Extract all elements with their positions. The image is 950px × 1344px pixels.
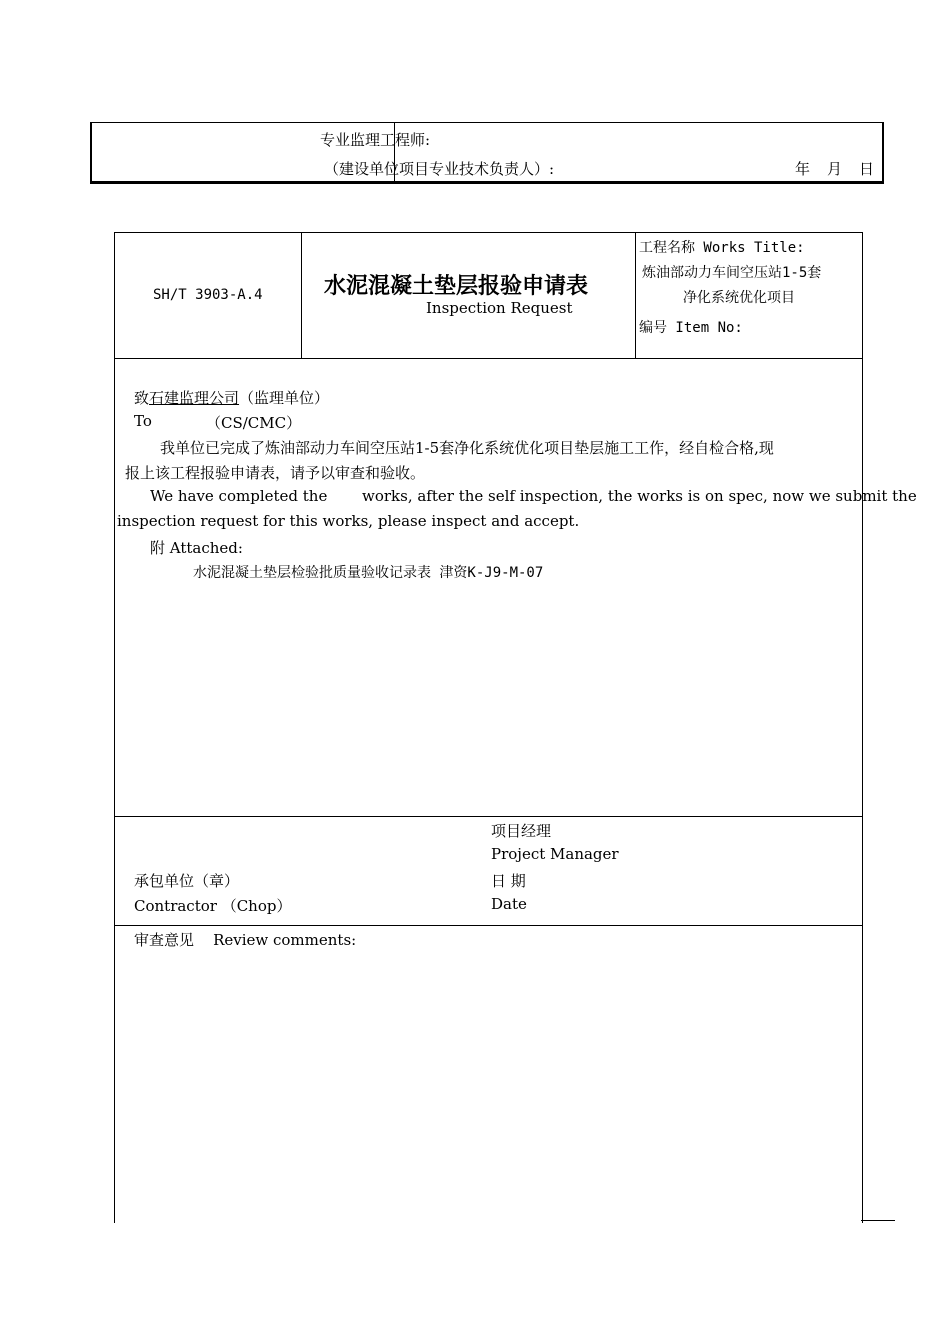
pm-label-cn: 项目经理: [491, 822, 552, 840]
footer-line: [861, 1220, 895, 1221]
works-title-label: 工程名称 Works Title:: [639, 240, 805, 256]
body-bottom-line: [115, 816, 862, 817]
header-divider-right: [635, 233, 636, 358]
date-month-label: 月: [827, 160, 843, 178]
header-bottom-line: [115, 358, 862, 359]
approval-table-top: [90, 122, 884, 184]
form-subtitle: Inspection Request: [426, 299, 573, 317]
works-title-line2: 净化系统优化项目: [683, 290, 795, 306]
statement-en-part2: works, after the self inspection, the works is on spec, now we submit the: [362, 487, 917, 505]
review-comments-label: 审查意见 Review comments:: [134, 931, 357, 949]
statement-cn-line2: 报上该工程报验申请表，请予以审查和验收。: [125, 464, 426, 482]
to-prefix: 致: [134, 389, 150, 407]
owner-label: （建设单位项目专业技术负责人）:: [324, 160, 555, 178]
to-line-cn: [134, 387, 329, 408]
statement-cn-line1: 我单位已完成了炼油部动力车间空压站1-5套净化系统优化项目垫层施工工作，经自检合格,现: [160, 439, 774, 457]
attached-label: 附 Attached:: [150, 539, 243, 557]
header-divider-left: [301, 233, 302, 358]
attachment-item: 水泥混凝土垫层检验批质量验收记录表 津资K-J9-M-07: [193, 565, 544, 581]
statement-en-part1: We have completed the: [150, 487, 328, 505]
date-day-label: 日: [859, 160, 875, 178]
contractor-label-cn: 承包单位（章）: [134, 872, 240, 890]
to-suffix-en: （CS/CMC）: [206, 414, 302, 432]
date-label-en: Date: [491, 895, 527, 913]
works-title-line1: 炼油部动力车间空压站1-5套: [642, 265, 822, 281]
contractor-label-en: Contractor （Chop）: [134, 897, 292, 915]
pm-label-en: Project Manager: [491, 845, 619, 863]
statement-en-line2: inspection request for this works, please inspect and accept.: [117, 512, 580, 530]
to-label-en: To: [134, 412, 152, 430]
form-code: SH/T 3903-A.4: [153, 287, 263, 303]
supervisor-suffix: （监理单位）: [239, 389, 330, 407]
item-no-label: 编号 Item No:: [639, 320, 743, 336]
form-title: 水泥混凝土垫层报验申请表: [324, 274, 589, 299]
engineer-label: 专业监理工程师:: [320, 131, 431, 149]
supervisor-company: 石建监理公司: [149, 389, 240, 407]
date-label-cn: 日 期: [491, 872, 526, 890]
date-year-label: 年: [795, 160, 811, 178]
signature-bottom-line: [115, 925, 862, 926]
inspection-request-form: [114, 232, 917, 1223]
